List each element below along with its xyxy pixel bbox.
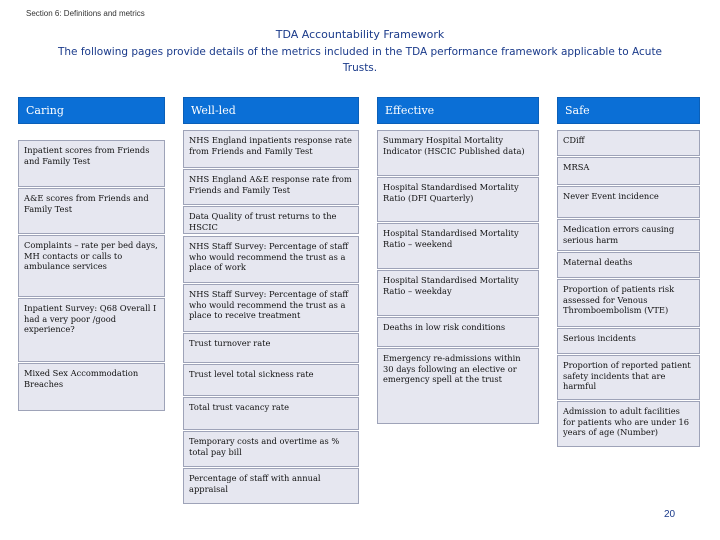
metric-cell: Admission to adult facilities for patients who are under 16 years of age (Number) [557,401,700,447]
metric-cell: Summary Hospital Mortality Indicator (HSCIC Published data) [377,130,539,176]
metric-cell: Serious incidents [557,328,700,354]
column-header-safe: Safe [557,97,700,124]
metric-cell: Complaints – rate per bed days, MH contacts or calls to ambulance services [18,235,165,297]
metric-cell: Percentage of staff with annual appraisal [183,468,359,504]
section-label: Section 6: Definitions and metrics [26,9,145,18]
metric-cell: Mixed Sex Accommodation Breaches [18,363,165,411]
column-header-caring: Caring [18,97,165,124]
metric-cell: Inpatient scores from Friends and Family Test [18,140,165,187]
metric-cell: Proportion of reported patient safety incidents that are harmful [557,355,700,400]
metric-cell: Emergency re-admissions within 30 days following an elective or emergency spell at the trust [377,348,539,424]
metric-cell: CDiff [557,130,700,156]
metric-cell: MRSA [557,157,700,185]
page-title: TDA Accountability Framework [275,28,445,41]
metric-cell: Temporary costs and overtime as % total pay bill [183,431,359,467]
metric-cell: NHS England inpatients response rate from Friends and Family Test [183,130,359,168]
metric-cell: Trust level total sickness rate [183,364,359,396]
metric-cell: Trust turnover rate [183,333,359,363]
metric-cell: NHS Staff Survey: Percentage of staff who would recommend the trust as a place of work [183,236,359,283]
metric-cell: A&E scores from Friends and Family Test [18,188,165,234]
metric-cell: Hospital Standardised Mortality Ratio – weekday [377,270,539,316]
metric-cell: NHS Staff Survey: Percentage of staff who would recommend the trust as a place to receive treatment [183,284,359,332]
metric-cell: Data Quality of trust returns to the HSCIC [183,206,359,234]
metric-cell: Hospital Standardised Mortality Ratio (DFI Quarterly) [377,177,539,222]
column-header-well-led: Well-led [183,97,359,124]
metric-cell: Medication errors causing serious harm [557,219,700,251]
metric-cell: Proportion of patients risk assessed for Venous Thromboembolism (VTE) [557,279,700,327]
metric-cell: Total trust vacancy rate [183,397,359,430]
metric-cell: Never Event incidence [557,186,700,218]
metric-cell: Hospital Standardised Mortality Ratio – weekend [377,223,539,269]
metric-cell: Deaths in low risk conditions [377,317,539,347]
page-subtitle: The following pages provide details of the metrics included in the TDA performance framework applicable to Acute Trusts. [57,46,663,74]
page-number: 20 [664,509,676,520]
metric-cell: Inpatient Survey: Q68 Overall I had a very poor /good experience? [18,298,165,362]
metric-cell: Maternal deaths [557,252,700,278]
column-header-effective: Effective [377,97,539,124]
metric-cell: NHS England A&E response rate from Friends and Family Test [183,169,359,205]
